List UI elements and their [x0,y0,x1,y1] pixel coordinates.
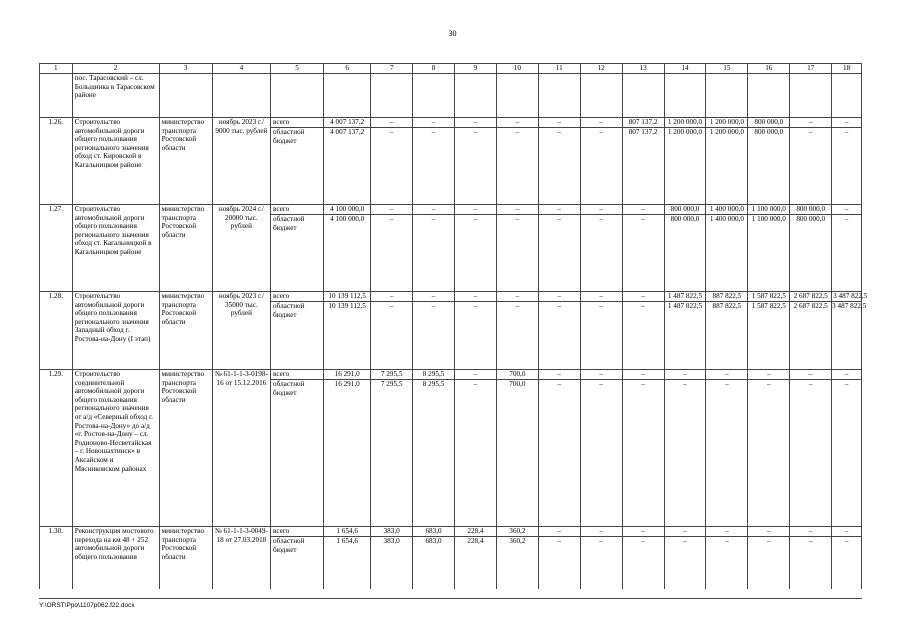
value-total: 228,4 [467,527,484,535]
value-total: 4 100 000,0 [330,205,365,213]
value-budget: 1 100 000,0 [748,214,789,224]
value-cell [455,205,497,292]
value-cell [580,205,622,292]
header-cell: 15 [706,64,748,74]
row-name: Строительство автомобильной дороги общего пользования регионального значения Западный обход г. Ростова-на-Дону (I этап) [72,292,159,370]
header-cell: 4 [212,64,270,74]
row-doc: ноябрь 2023 г./ 35000 тыс. рублей [212,292,270,370]
value-cell [324,205,371,292]
value-budget: 887 822,5 [706,301,747,311]
value-cell [622,292,664,370]
value-budget: 383,0 [371,536,412,546]
row-name: Строительство соединительной автомобильной дороги общего пользования регионального значения от а/д «Северный обход г. Ростова-на-Дону» до а/д «г. Ростов-на-Дону – сл. Родионово-Несветайская – г. Новошахтинск» в Аксайском и Мясниковском районах [72,370,159,527]
value-total: – [473,370,478,378]
value-cell [748,527,790,590]
value-cell [622,370,664,527]
value-budget: 4 007 137,2 [324,127,370,137]
value-cell [832,370,862,527]
value-cell [413,292,455,370]
value-total: – [844,205,849,213]
value-budget: 2 687 822,5 [790,301,831,311]
value-total: – [641,370,645,378]
header-cell: 3 [159,64,212,74]
value-total: – [557,118,562,126]
header-cell: 13 [622,64,664,74]
value-total: – [808,370,813,378]
value-budget: – [455,127,496,137]
value-cell [413,205,455,292]
table-bottom-border [39,598,862,599]
value-total: – [725,370,729,378]
row-name: Строительство автомобильной дороги общего пользования регионального значения обход ст. Кировской в Кагальницком районе [72,118,159,205]
value-budget: – [790,379,831,389]
value-cell [706,118,748,205]
value-budget: – [581,379,622,389]
value-budget: – [706,379,747,389]
value-total: 800 000,0 [754,118,784,126]
value-budget: – [832,379,861,389]
value-budget: 360,2 [497,536,538,546]
value-total: 807 137,2 [628,118,658,126]
value-budget: – [790,536,831,546]
value-cell [664,370,706,527]
value-budget: – [371,127,412,137]
value-total: 1 487 822,5 [667,292,703,300]
value-budget: – [623,214,664,224]
row-num: 1.26. [40,118,73,205]
value-budget: – [623,379,664,389]
value-budget: 800 000,0 [790,214,831,224]
value-total: – [515,118,520,126]
value-cell [748,118,790,205]
value-cell [496,205,538,292]
value-budget: – [371,214,412,224]
value-budget: 10 139 112,5 [324,301,370,311]
value-total: – [767,527,771,535]
value-budget: – [832,214,861,224]
value-budget: – [623,301,664,311]
value-budget: 1 487 822,5 [665,301,706,311]
value-cell [790,527,832,590]
row-num: 1.28. [40,292,73,370]
value-total: – [844,118,849,126]
row-num [40,74,73,118]
value-cell [496,527,538,590]
value-budget: 1 654,6 [324,536,370,546]
value-cell [580,370,622,527]
value-budget: – [371,301,412,311]
value-budget: – [455,214,496,224]
value-budget: – [539,127,580,137]
row-org: министерство транспорта Ростовской области [159,118,212,205]
row-doc: ноябрь 2024 г./ 20000 тыс. рублей [212,205,270,292]
value-cell [371,118,413,205]
value-total: – [389,292,394,300]
value-total: – [641,527,645,535]
value-cell [324,292,371,370]
value-budget: – [497,214,538,224]
value-budget: 807 137,2 [623,127,664,137]
value-cell [580,118,622,205]
value-budget: – [581,536,622,546]
value-cell [538,118,580,205]
value-cell [455,118,497,205]
value-cell [706,292,748,370]
value-cell [538,527,580,590]
value-cell [580,292,622,370]
value-total: – [599,292,603,300]
source-total: всего [273,292,290,300]
value-cell [324,118,371,205]
value-cell [748,205,790,292]
value-cell [622,118,664,205]
row-num: 1.27. [40,205,73,292]
header-cell: 14 [664,64,706,74]
value-budget: 1 400 000,0 [706,214,747,224]
value-budget: 683,0 [413,536,454,546]
value-cell [413,370,455,527]
value-total: – [725,527,729,535]
value-budget: – [497,301,538,311]
header-cell: 17 [790,64,832,74]
value-budget: 8 295,5 [413,379,454,389]
source-total: всего [273,527,290,535]
value-cell [790,292,832,370]
value-total: – [473,118,478,126]
value-total: 2 687 822,5 [793,292,828,300]
source-total: всего [273,205,290,213]
value-cell [371,527,413,590]
value-total: – [515,205,520,213]
value-budget: – [832,536,861,546]
row-org: министерство транспорта Ростовской области [159,205,212,292]
value-budget: – [706,536,747,546]
value-total: 700,0 [509,370,526,378]
file-path: Y:\ORST\Ppo\1107p062.f22.docx [39,602,135,609]
value-budget: – [413,214,454,224]
value-total: 1 200 000,0 [667,118,703,126]
value-cell [664,118,706,205]
value-cell [748,292,790,370]
value-cell [622,205,664,292]
value-cell [664,205,706,292]
value-cell [832,205,862,292]
value-total: 4 007 137,2 [330,118,365,126]
value-budget: – [790,127,831,137]
value-budget: – [539,379,580,389]
carry-row [40,74,862,118]
value-total: 1 654,6 [336,527,358,535]
source-budget: областной бюджет [271,536,323,554]
value-total: 383,0 [383,527,400,535]
value-budget: 800 000,0 [665,214,706,224]
row-source [271,370,324,527]
row-doc: ноябрь 2023 г./ 9000 тыс. рублей [212,118,270,205]
header-cell: 6 [324,64,371,74]
value-budget: 7 295,5 [371,379,412,389]
value-budget: – [413,127,454,137]
value-total: 1 200 000,0 [709,118,744,126]
row-source [271,292,324,370]
table-row [40,527,862,590]
value-cell [538,205,580,292]
value-budget: 1 587 822,5 [748,301,789,311]
row-doc: № 61-1-1-3-0049-18 от 27.03.2018 [212,527,270,590]
value-total: 887 822,5 [712,292,742,300]
header-cell: 1 [40,64,73,74]
value-cell [496,292,538,370]
value-budget: – [623,536,664,546]
source-total: всего [273,118,290,126]
value-total: – [599,370,603,378]
value-budget: 16 291,0 [324,379,370,389]
table-row [40,292,862,370]
value-budget: 800 000,0 [748,127,789,137]
value-total: – [641,292,645,300]
row-num: 1.29. [40,370,73,527]
value-cell [455,292,497,370]
value-budget: – [413,301,454,311]
header-cell: 5 [271,64,324,74]
row-org: министерство транспорта Ростовской области [159,370,212,527]
value-total: 10 139 112,5 [328,292,366,300]
value-cell [664,292,706,370]
value-cell [371,292,413,370]
budget-table [39,63,868,589]
row-name: Строительство автомобильной дороги общего пользования регионального значения обход ст. Кагальницкой в Кагальницком районе [72,205,159,292]
value-budget: 700,0 [497,379,538,389]
row-name: Реконструкция мостового перехода на км 48 + 252 автомобильной дороги общего пользования [72,527,159,590]
value-cell [790,205,832,292]
value-budget: – [665,536,706,546]
value-cell [455,370,497,527]
value-cell [580,527,622,590]
row-source [271,118,324,205]
source-budget: областной бюджет [271,301,323,319]
value-total: – [557,370,562,378]
value-cell [832,527,862,590]
row-org: министерство транспорта Ростовской области [159,292,212,370]
header-cell: 7 [371,64,413,74]
value-budget: 1 200 000,0 [665,127,706,137]
value-total: 8 295,5 [422,370,445,378]
header-cell: 9 [455,64,497,74]
value-cell [496,118,538,205]
value-budget: – [455,379,496,389]
header-cell: 12 [580,64,622,74]
value-total: – [599,205,603,213]
value-total: – [557,527,562,535]
value-cell [455,527,497,590]
page-number: 30 [448,29,457,38]
value-cell [324,370,371,527]
value-total: – [599,118,603,126]
value-cell [496,370,538,527]
row-source [271,527,324,590]
value-total: – [431,205,436,213]
value-cell [413,118,455,205]
value-budget: – [539,214,580,224]
value-budget: – [455,301,496,311]
table-row [40,370,862,527]
value-cell [790,118,832,205]
header-cell: 10 [496,64,538,74]
value-budget: 228,4 [455,536,496,546]
value-cell [622,527,664,590]
value-total: – [431,292,436,300]
value-cell [706,370,748,527]
table-row [40,118,862,205]
value-cell [371,370,413,527]
value-total: – [389,205,394,213]
value-budget: – [832,127,861,137]
value-total: – [641,205,645,213]
header-cell: 18 [832,64,862,74]
value-total: – [683,370,687,378]
value-budget: 3 487 822,5 [832,302,867,310]
value-cell [790,370,832,527]
value-budget: 4 100 000,0 [324,214,370,224]
value-total: 800 000,0 [796,205,826,213]
value-total: 1 587 822,5 [751,292,786,300]
row-org: министерство транспорта Ростовской области [159,527,212,590]
header-cell: 2 [72,64,159,74]
row-doc: № 61-1-1-3-0198-16 от 15.12.2016 [212,370,270,527]
header-cell: 16 [748,64,790,74]
value-budget: – [748,536,789,546]
value-total: 7 295,5 [380,370,403,378]
value-budget: – [539,301,580,311]
value-cell [664,527,706,590]
source-budget: областной бюджет [271,379,323,397]
value-total: – [515,292,520,300]
value-total: – [389,118,394,126]
value-budget: – [748,379,789,389]
row-source [271,205,324,292]
value-budget: – [581,127,622,137]
value-cell [538,292,580,370]
value-cell [832,118,862,205]
header-cell: 11 [538,64,580,74]
header-cell: 8 [413,64,455,74]
value-total: 1 100 000,0 [751,205,786,213]
row-num: 1.30. [40,527,73,590]
value-cell [748,370,790,527]
value-cell [324,527,371,590]
value-total: – [473,205,478,213]
value-total: 360,2 [509,527,526,535]
value-total: 16 291,0 [334,370,360,378]
value-budget: – [665,379,706,389]
value-total: 3 487 822,5 [833,292,868,300]
value-total: 1 400 000,0 [709,205,744,213]
value-cell [832,292,868,370]
header-row [40,64,862,74]
value-total: – [844,370,849,378]
value-total: – [683,527,687,535]
value-budget: – [539,536,580,546]
value-cell [706,527,748,590]
value-cell [706,205,748,292]
value-total: – [808,118,813,126]
value-total: – [473,292,478,300]
value-budget: – [581,214,622,224]
table-row [40,205,862,292]
value-total: – [808,527,813,535]
row-name: пос. Тарасовский – сл. Большинка в Тарасовском районе [72,74,159,118]
value-budget: 1 200 000,0 [706,127,747,137]
source-budget: областной бюджет [271,214,323,232]
value-total: – [557,205,562,213]
value-budget: – [581,301,622,311]
value-cell [538,370,580,527]
value-total: – [767,370,771,378]
value-total: – [557,292,562,300]
value-cell [371,205,413,292]
value-total: 800 000,0 [670,205,700,213]
value-total: – [599,527,603,535]
value-total: – [844,527,849,535]
source-total: всего [273,370,290,378]
value-cell [413,527,455,590]
value-budget: – [497,127,538,137]
source-budget: областной бюджет [271,127,323,145]
value-total: – [431,118,436,126]
value-total: 683,0 [425,527,442,535]
